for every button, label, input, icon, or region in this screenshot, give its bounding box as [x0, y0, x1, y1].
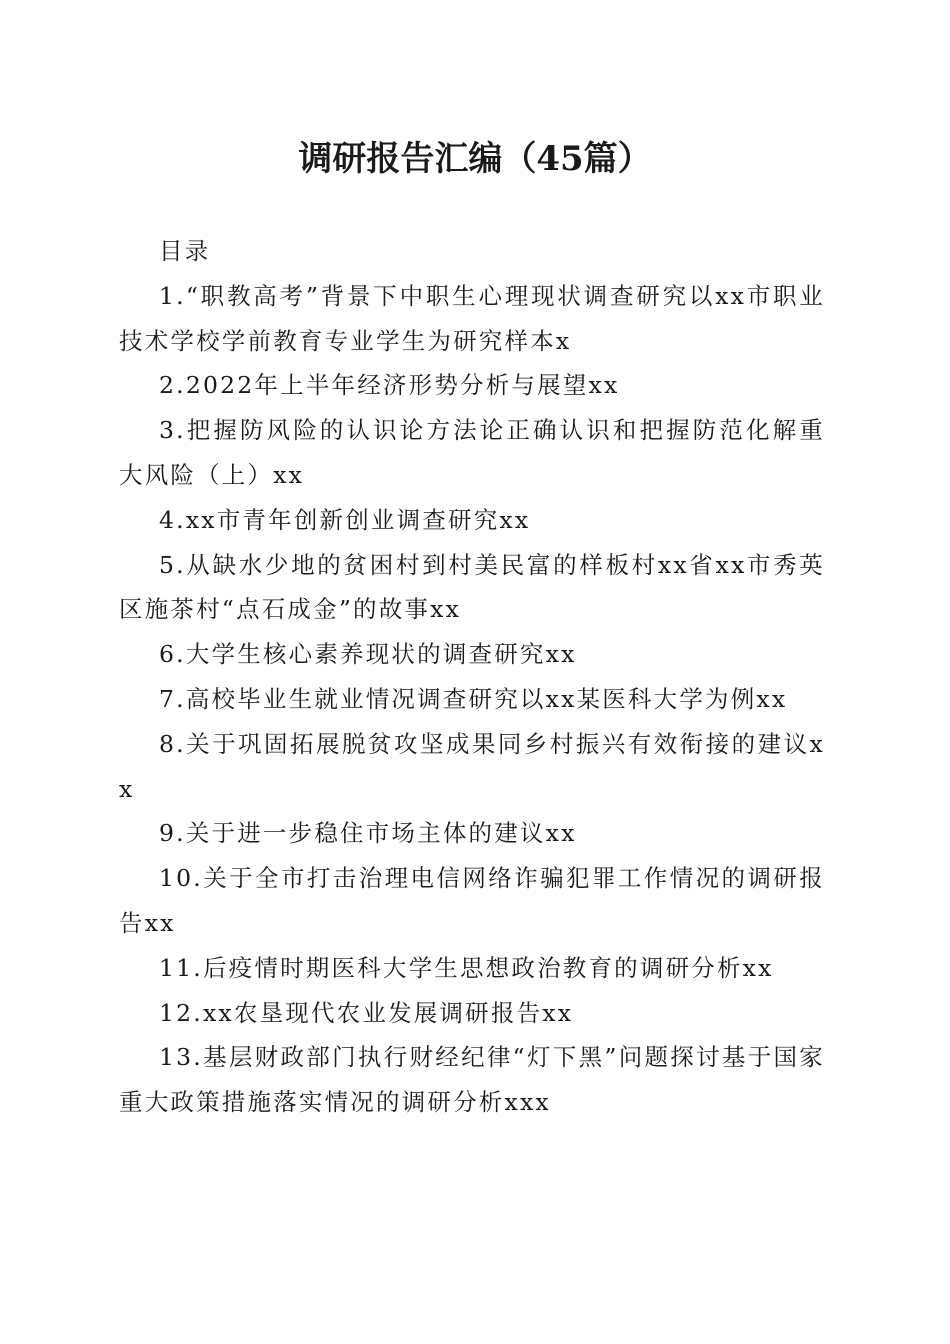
toc-item-7: 7.高校毕业生就业情况调查研究以xx某医科大学为例xx [159, 684, 788, 713]
document-title: 调研报告汇编（45篇） [298, 139, 652, 179]
toc-item-1: 1.“职教高考”背景下中职生心理现状调查研究以xx市职业技术学校学前教育专业学生为研究样本x [119, 281, 825, 355]
toc-item-6: 6.大学生核心素养现状的调查研究xx [159, 640, 577, 669]
toc-item-11: 11.后疫情时期医科大学生思想政治教育的调研分析xx [159, 953, 774, 982]
toc-item-9: 9.关于进一步稳住市场主体的建议xx [159, 819, 577, 848]
toc-item-4: 4.xx市青年创新创业调查研究xx [159, 505, 531, 534]
toc-item-10: 10.关于全市打击治理电信网络诈骗犯罪工作情况的调研报告xx [119, 864, 825, 937]
toc-item-8: 8.关于巩固拓展脱贫攻坚成果同乡村振兴有效衔接的建议xx [119, 729, 825, 803]
toc-item-5: 5.从缺水少地的贫困村到村美民富的样板村xx省xx市秀英区施茶村“点石成金”的故事xx [119, 550, 825, 624]
toc-item-3: 3.把握防风险的认识论方法论正确认识和把握防范化解重大风险（上）xx [119, 416, 825, 489]
toc-item-12: 12.xx农垦现代农业发展调研报告xx [159, 998, 574, 1027]
toc-heading: 目录 [159, 237, 211, 265]
toc-item-13: 13.基层财政部门执行财经纪律“灯下黑”问题探讨基于国家重大政策措施落实情况的调研分析xxx [119, 1043, 825, 1117]
toc-item-2: 2.2022年上半年经济形势分析与展望xx [159, 371, 620, 400]
table-of-contents [119, 229, 825, 1125]
